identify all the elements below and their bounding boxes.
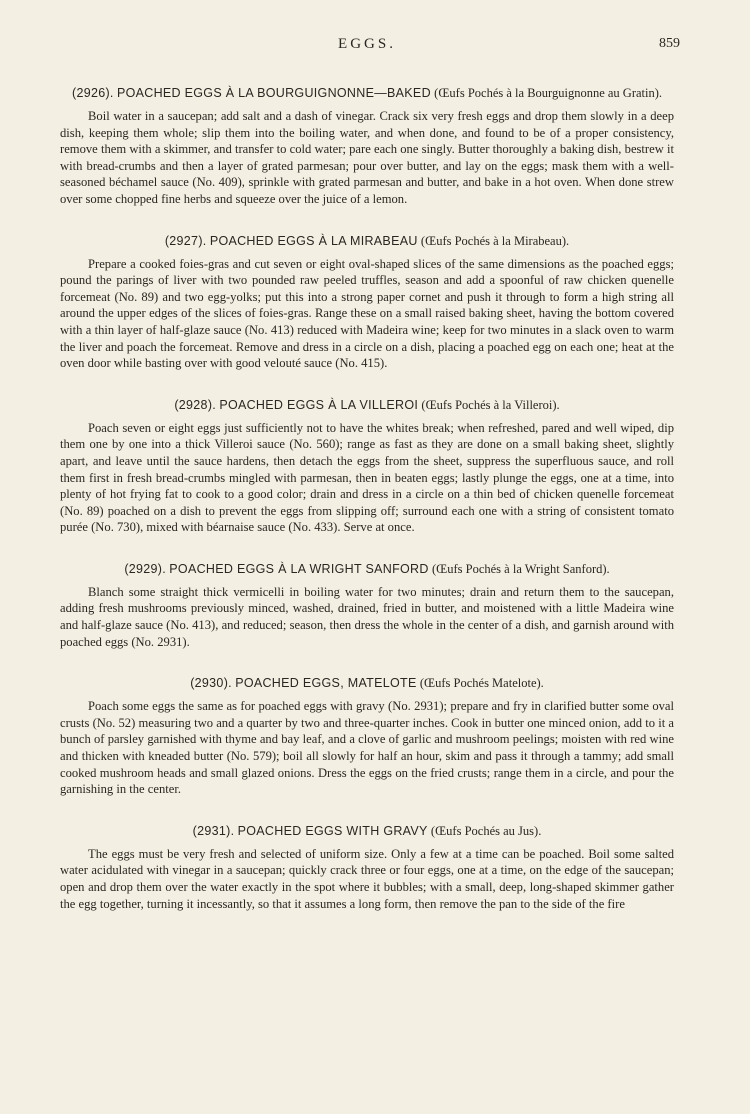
recipe-french-name: (Œufs Pochés Matelote). <box>419 676 544 691</box>
recipe-title <box>60 396 674 414</box>
recipe-french-name: (Œufs Pochés à la Villeroi). <box>421 397 560 412</box>
recipe-number: (2930). <box>190 676 232 691</box>
recipe-number: (2927). <box>164 233 207 248</box>
recipe-french-name: (Œufs Pochés à la Wright Sanford). <box>431 561 610 576</box>
recipe-french-name: (Œufs Pochés à la Mirabeau). <box>420 233 570 248</box>
recipe-number: (2931). <box>192 823 235 838</box>
recipe-french-name: (Œufs Pochés à la Bourguignonne au Gratin). <box>434 86 663 100</box>
page-number: 859 <box>659 36 680 51</box>
recipe-title <box>60 560 674 578</box>
recipe-number: (2926). <box>71 86 114 100</box>
recipe-body: Blanch some straight thick vermicelli in boiling water for two minutes; drain and return them to the saucepan, adding fresh mushrooms previously minced, washed, drained, fried in butter, and moistened with a little Madeira wine and half-glaze sauce (No. 413), and reduced; season, then dress the whole in the center of a dish, and garnish around with poached eggs (No. 2931). <box>60 584 674 649</box>
running-head <box>60 36 680 58</box>
recipe-2929 <box>60 560 674 650</box>
running-title: EGGS. <box>338 36 396 52</box>
recipe-title <box>60 674 674 692</box>
recipe-body: Boil water in a saucepan; add salt and a dash of vinegar. Crack six very fresh eggs and drop them slowly in a deep dish, keeping them whole; slip them into the boiling water, and when done, and found to be of a proper consistency, remove them with a skimmer, and transfer to cold water; pare each one singly. Butter thoroughly a baking dish, bestrew it with bread-crumbs and then a layer of grated parmesan; pour over butter, and lay on the eggs; mask them with a well-seasoned béchamel sauce (No. 409), sprinkle with grated parmesan and butter, and bake in a hot oven. When done strew over some chopped fine herbs and squeeze over the juice of a lemon. <box>60 109 674 206</box>
recipe-title <box>60 84 674 102</box>
recipe-body: Poach some eggs the same as for poached eggs with gravy (No. 2931); prepare and fry in clarified butter some oval crusts (No. 52) measuring two and a quarter by two and three-quarter inches. Cook in butter one minced onion, add to it a bunch of parsley garnished with thyme and bay leaf, and a clove of garlic and mushroom peelings; moisten with red wine and thicken with kneaded butter (No. 579); boil all slowly for half an hour, skim and pass it through a tammy; add small cooked mushroom heads and small glazed onions. Dress the eggs on the fried crusts; range them in a circle, and pour the garnishing in the center. <box>60 699 674 797</box>
recipe-name: POACHED EGGS À LA BOURGUIGNONNE—BAKED <box>116 86 431 100</box>
recipe-2927 <box>60 232 674 372</box>
recipe-2930 <box>60 674 674 798</box>
recipe-body: Poach seven or eight eggs just sufficiently not to have the whites break; when refreshed, pared and well wiped, dip them one by one into a thick Villeroi sauce (No. 560); range as fast as they are done on a small baking sheet, slightly apart, and leave until the sauce hardens, then detach the eggs from the sheet, suppress the superfluous sauce, and roll them first in fresh bread-crumbs mingled with parmesan, then in beaten eggs; lastly plunge the eggs, one at a time, into plenty of hot frying fat to cook to a good color; drain and dress in a circle on a thin bed of chicken quenelle forcemeat (No. 89) poached on a dish to prevent the eggs from slipping off; surround each one with a string of consistent tomato purée (No. 730), mixed with béarnaise sauce (No. 433). Serve at once. <box>60 420 674 535</box>
recipe-name: POACHED EGGS WITH GRAVY <box>237 823 428 838</box>
recipe-2926 <box>60 84 674 208</box>
recipe-french-name: (Œufs Pochés au Jus). <box>430 823 542 838</box>
recipe-name: POACHED EGGS À LA MIRABEAU <box>209 233 418 248</box>
recipe-2931 <box>60 822 674 912</box>
recipe-2928 <box>60 396 674 536</box>
recipe-body: Prepare a cooked foies-gras and cut seven or eight oval-shaped slices of the same dimensions as the poached eggs; pound the parings of liver with two pounded raw peeled truffles, season and add a spoonful of raw chicken quenelle forcemeat (No. 89) and two egg-yolks; put this into a strong paper cornet and push it through to form a high string all around the upper edges of the slices of foies-gras. Range these on a small raised baking sheet, having the bottom covered with a thin layer of half-glaze sauce (No. 413) reduced with Madeira wine; keep for two minutes in a slack oven to warm the liver and poach the forcemeat. Remove and dress in a circle on a dish, placing a poached egg on each one; heat at the oven door while basting over with good velouté sauce (No. 415). <box>60 256 674 371</box>
recipe-name: POACHED EGGS À LA VILLEROI <box>219 397 419 412</box>
recipe-number: (2928). <box>174 397 217 412</box>
recipe-title <box>60 232 674 250</box>
recipe-body: The eggs must be very fresh and selected of uniform size. Only a few at a time can be poached. Boil some salted water acidulated with vinegar in a saucepan; quickly crack three or four eggs, one at a time, on the edge of the saucepan; open and drop them over the water exactly in the spot where it bubbles; with a small, deep, long-shaped skimmer gather the egg together, turning it incessantly, so that it assumes a long form, then remove the pan to the side of the fire <box>60 846 674 911</box>
recipe-number: (2929). <box>124 561 167 576</box>
recipe-name: POACHED EGGS À LA WRIGHT SANFORD <box>169 561 429 576</box>
recipe-title <box>60 822 674 840</box>
recipe-name: POACHED EGGS, MATELOTE <box>235 676 417 691</box>
